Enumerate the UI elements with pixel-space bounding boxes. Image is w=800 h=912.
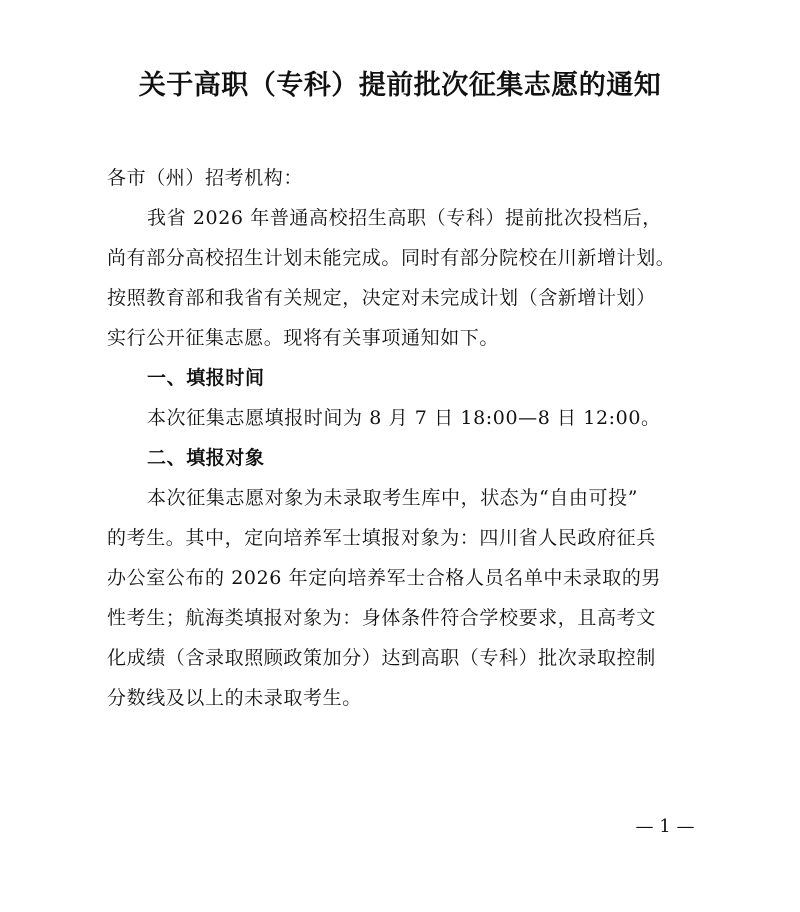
section-target-line: 办公室公布的 2026 年定向培养军士合格人员名单中未录取的男 [107,567,662,589]
section-target-line: 的考生。其中，定向培养军士填报对象为：四川省人民政府征兵 [107,527,656,549]
intro-paragraph-line: 我省 2026 年普通高校招生高职（专科）提前批次投档后， [147,207,662,229]
intro-paragraph-line: 实行公开征集志愿。现将有关事项通知如下。 [107,327,500,349]
intro-paragraph-line: 按照教育部和我省有关规定，决定对未完成计划（含新增计划） [107,287,656,309]
page-number: — 1 — [635,816,695,837]
section-target-line: 本次征集志愿对象为未录取考生库中，状态为“自由可投” [147,487,639,509]
section-target-line: 分数线及以上的未录取考生。 [107,687,362,709]
section-time-line: 本次征集志愿填报时间为 8 月 7 日 18:00—8 日 12:00。 [147,407,661,429]
salutation: 各市（州）招考机构： [107,167,304,189]
section-target-line: 化成绩（含录取照顾政策加分）达到高职（专科）批次录取控制 [107,647,656,669]
document-title: 关于高职（专科）提前批次征集志愿的通知 [138,70,662,101]
intro-paragraph-line: 尚有部分高校招生计划未能完成。同时有部分院校在川新增计划。 [107,247,676,269]
section-heading-time: 一、填报时间 [147,367,265,389]
section-heading-target: 二、填报对象 [147,447,265,469]
document-body [107,158,717,718]
section-target-line: 性考生；航海类填报对象为：身体条件符合学校要求，且高考文 [107,607,656,629]
